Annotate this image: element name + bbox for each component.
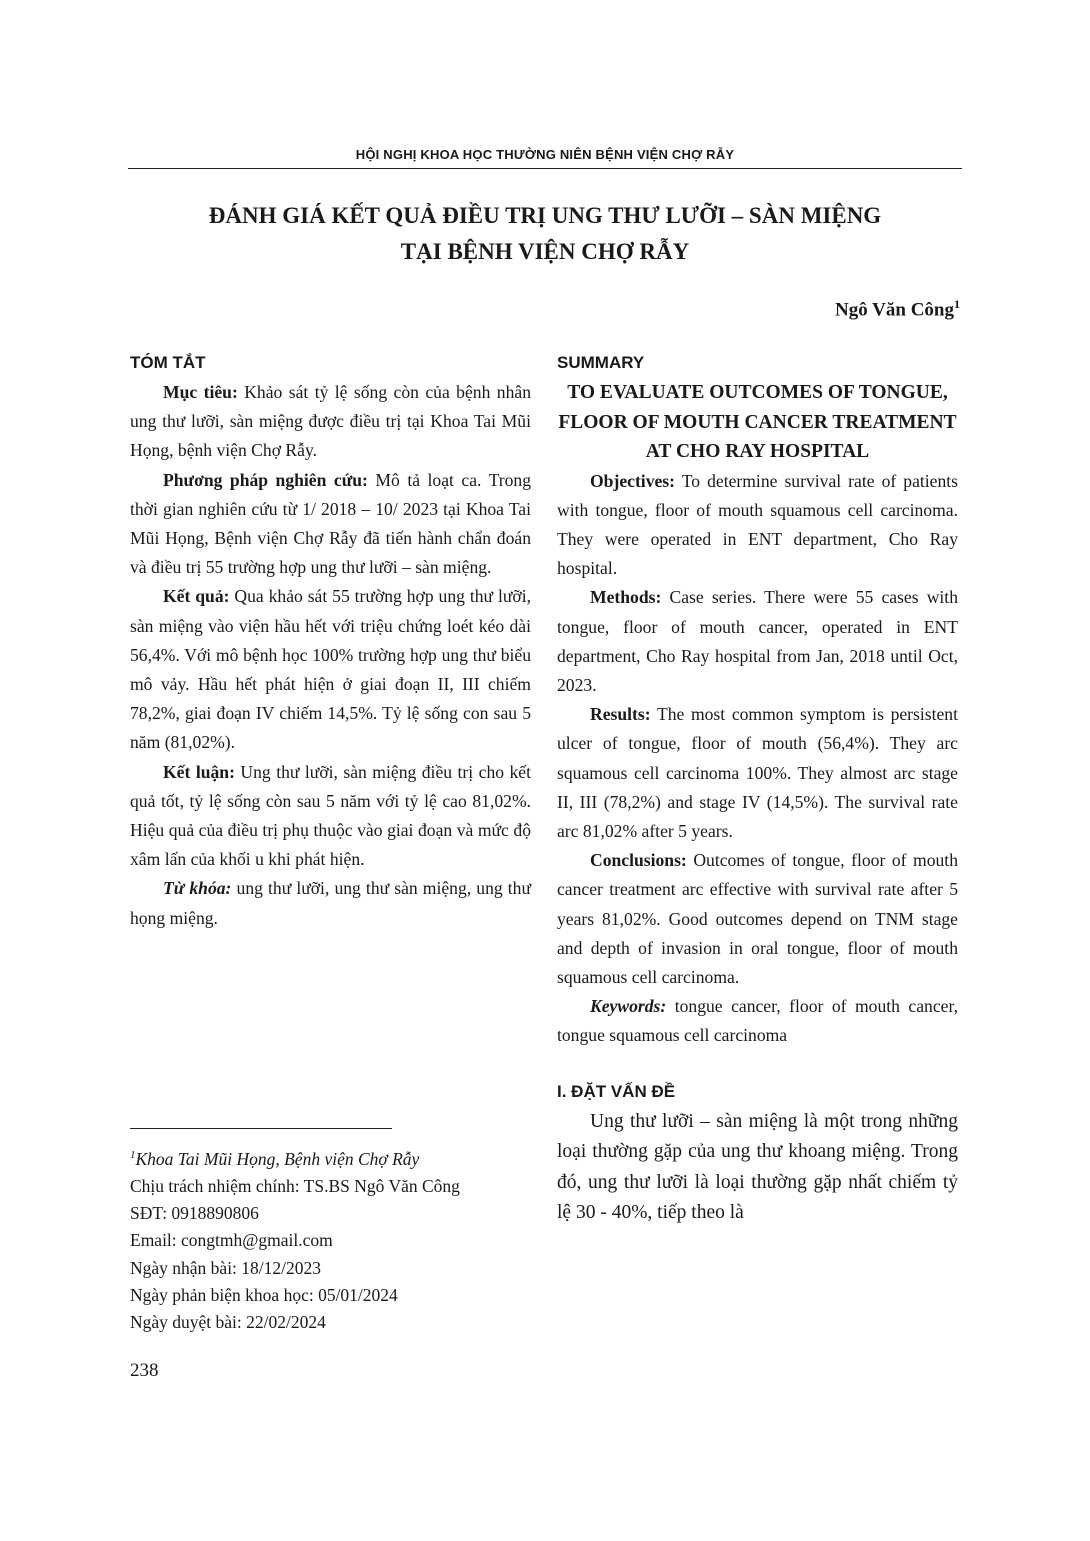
running-head: HỘI NGHỊ KHOA HỌC THƯỜNG NIÊN BỆNH VIỆN CHỢ RẪY bbox=[355, 147, 735, 162]
en-conclusions-text: Outcomes of tongue, floor of mouth cancer treatment arc effective with survival rate after 5 years 81,02%. Good outcomes depend on TNM stage and depth of invasion in oral tongue, floor of mouth squamous cell carcinoma. bbox=[557, 850, 958, 987]
author-name: Ngô Văn Công bbox=[835, 299, 954, 321]
en-keywords-label: Keywords: bbox=[590, 996, 667, 1017]
en-keywords-text: tongue cancer, floor of mouth cancer, tongue squamous cell carcinoma bbox=[557, 996, 958, 1046]
footnote-received-date: Ngày nhận bài: 18/12/2023 bbox=[130, 1257, 322, 1278]
vi-methods bbox=[130, 466, 531, 583]
en-results-text: The most common symptom is persistent ulcer of tongue, floor of mouth (56,4%). They arc squamous cell carcinoma 100%. They almost arc stage II, III (78,2%) and stage IV (14,5%). The survival rate arc 81,02% after 5 years. bbox=[557, 704, 958, 841]
vi-results-label: Kết quả: bbox=[163, 586, 230, 607]
en-results bbox=[557, 700, 958, 846]
vietnamese-summary bbox=[130, 348, 531, 933]
footnote-rule bbox=[130, 1128, 392, 1129]
en-results-label: Results: bbox=[590, 704, 651, 725]
en-objectives-label: Objectives: bbox=[590, 470, 676, 491]
footnote-accepted-date: Ngày duyệt bài: 22/02/2024 bbox=[130, 1312, 326, 1333]
vi-methods-text: Mô tả loạt ca. Trong thời gian nghiên cứu từ 1/ 2018 – 10/ 2023 tại Khoa Tai Mũi Họng, Bệnh viện Chợ Rẫy đã tiến hành chẩn đoán và điều trị 55 trường hợp ung thư lưỡi – sàn miệng. bbox=[130, 469, 531, 578]
footnote-affiliation bbox=[130, 1142, 540, 1173]
paper-title bbox=[130, 198, 960, 270]
page-number: 238 bbox=[130, 1360, 159, 1381]
footnote-phone: SĐT: 0918890806 bbox=[130, 1203, 259, 1224]
en-objectives-text: To determine survival rate of patients with tongue, floor of mouth squamous cell carcinoma. They were operated in ENT department, Cho Ray hospital. bbox=[557, 470, 958, 579]
paper-title-line-1: ĐÁNH GIÁ KẾT QUẢ ĐIỀU TRỊ UNG THƯ LƯỠI – SÀN MIỆNG bbox=[208, 203, 882, 228]
vi-conclusion bbox=[130, 758, 531, 875]
vi-summary-heading: TÓM TẮT bbox=[130, 353, 206, 372]
en-methods-label: Methods: bbox=[590, 587, 662, 608]
footnotes bbox=[130, 1142, 540, 1336]
vi-objective bbox=[130, 378, 531, 466]
section-1-paragraph: Ung thư lưỡi – sàn miệng là một trong những loại thường gặp của ung thư khoang miệng. Trong đó, ung thư lưỡi là loại thường gặp nhất chiếm tỷ lệ 30 - 40%, tiếp theo là bbox=[557, 1110, 958, 1224]
vi-conclusion-label: Kết luận: bbox=[163, 761, 235, 782]
vi-objective-text: Khảo sát tỷ lệ sống còn của bệnh nhân ung thư lưỡi, sàn miệng được điều trị tại Khoa Tai Mũi Họng, bệnh viện Chợ Rẫy. bbox=[130, 382, 531, 461]
english-summary bbox=[557, 348, 958, 1229]
vi-keywords bbox=[130, 874, 531, 932]
vi-results bbox=[130, 582, 531, 757]
header-rule bbox=[128, 168, 962, 169]
vi-keywords-text: ung thư lưỡi, ung thư sàn miệng, ung thư họng miệng. bbox=[130, 878, 531, 928]
en-keywords bbox=[557, 992, 958, 1050]
paper-title-line-2: TẠI BỆNH VIỆN CHỢ RẪY bbox=[400, 239, 690, 264]
author bbox=[835, 297, 960, 321]
en-conclusions bbox=[557, 846, 958, 992]
footnote-mark: 1 bbox=[130, 1149, 136, 1161]
en-conclusions-label: Conclusions: bbox=[590, 850, 687, 871]
footnote-email: Email: congtmh@gmail.com bbox=[130, 1230, 333, 1251]
vi-conclusion-text: Ung thư lưỡi, sàn miệng điều trị cho kết quả tốt, tỷ lệ sống còn sau 5 năm với tỷ lệ cao 81,02%. Hiệu quả của điều trị phụ thuộc vào giai đoạn và mức độ xâm lấn của khối u khi phát hiện. bbox=[130, 761, 531, 870]
en-methods bbox=[557, 583, 958, 700]
vi-results-text: Qua khảo sát 55 trường hợp ung thư lưỡi, sàn miệng vào viện hầu hết với triệu chứng loét kéo dài 56,4%. Với mô bệnh học 100% trường hợp ung thư biểu mô vảy. Hầu hết phát hiện ở giai đoạn II, III chiếm 78,2%, giai đoạn IV chiếm 14,5%. Tỷ lệ sống con sau 5 năm (81,02%). bbox=[130, 586, 531, 753]
vi-methods-label: Phương pháp nghiên cứu: bbox=[163, 469, 368, 490]
footnote-affiliation-text: Khoa Tai Mũi Họng, Bệnh viện Chợ Rẫy bbox=[135, 1148, 420, 1169]
en-summary-heading: SUMMARY bbox=[557, 353, 645, 372]
vi-objective-label: Mục tiêu: bbox=[163, 382, 238, 402]
footnote-corresponding: Chịu trách nhiệm chính: TS.BS Ngô Văn Công bbox=[130, 1176, 460, 1197]
footnote-review-date: Ngày phản biện khoa học: 05/01/2024 bbox=[130, 1284, 398, 1305]
en-title: TO EVALUATE OUTCOMES OF TONGUE, FLOOR OF MOUTH CANCER TREATMENT AT CHO RAY HOSPITAL bbox=[558, 382, 957, 462]
section-1-heading: I. ĐẶT VẤN ĐỀ bbox=[557, 1081, 676, 1101]
en-methods-text: Case series. There were 55 cases with tongue, floor of mouth cancer, operated in ENT department, Cho Ray hospital from Jan, 2018 until Oct, 2023. bbox=[557, 587, 958, 695]
vi-keywords-label: Từ khóa: bbox=[163, 878, 232, 899]
author-affiliation-mark: 1 bbox=[954, 297, 960, 311]
en-objectives bbox=[557, 467, 958, 584]
